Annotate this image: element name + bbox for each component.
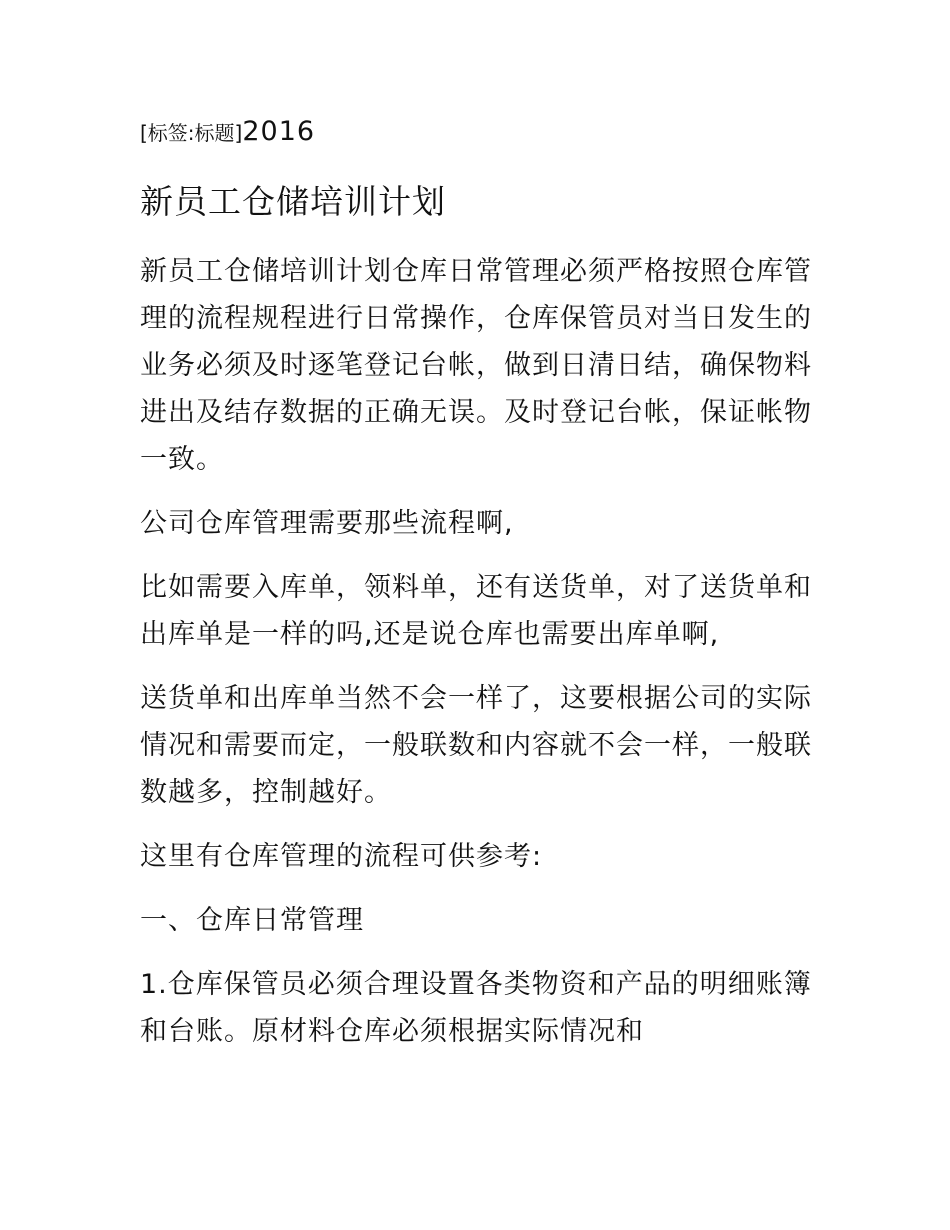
- paragraph-question: 公司仓库管理需要那些流程啊,: [140, 508, 514, 539]
- paragraph-item-1: 1.仓库保管员必须合理设置各类物资和产品的明细账簿和台账。原材料仓库必须根据实际情况和: [140, 969, 812, 1047]
- document-title: 新员工仓储培训计划: [140, 182, 446, 221]
- paragraph-example: 比如需要入库单，领料单，还有送货单，对了送货单和出库单是一样的吗,还是说仓库也需要出库单啊,: [140, 572, 812, 650]
- tag-line: [140, 110, 820, 154]
- document-page: [140, 110, 820, 1055]
- paragraph-answer: 送货单和出库单当然不会一样了，这要根据公司的实际情况和需要而定，一般联数和内容就不会一样，一般联数越多，控制越好。: [140, 683, 812, 808]
- section-heading: 一、仓库日常管理: [140, 905, 364, 936]
- year-label: 2016: [242, 116, 316, 147]
- paragraph-reference: 这里有仓库管理的流程可供参考:: [140, 841, 543, 872]
- tag-label: [标签:标题]: [140, 121, 243, 145]
- paragraph-intro: 新员工仓储培训计划仓库日常管理必须严格按照仓库管理的流程规程进行日常操作，仓库保管员对当日发生的业务必须及时逐笔登记台帐，做到日清日结，确保物料进出及结存数据的正确无误。及时登记台帐，保证帐物一致。: [140, 256, 812, 475]
